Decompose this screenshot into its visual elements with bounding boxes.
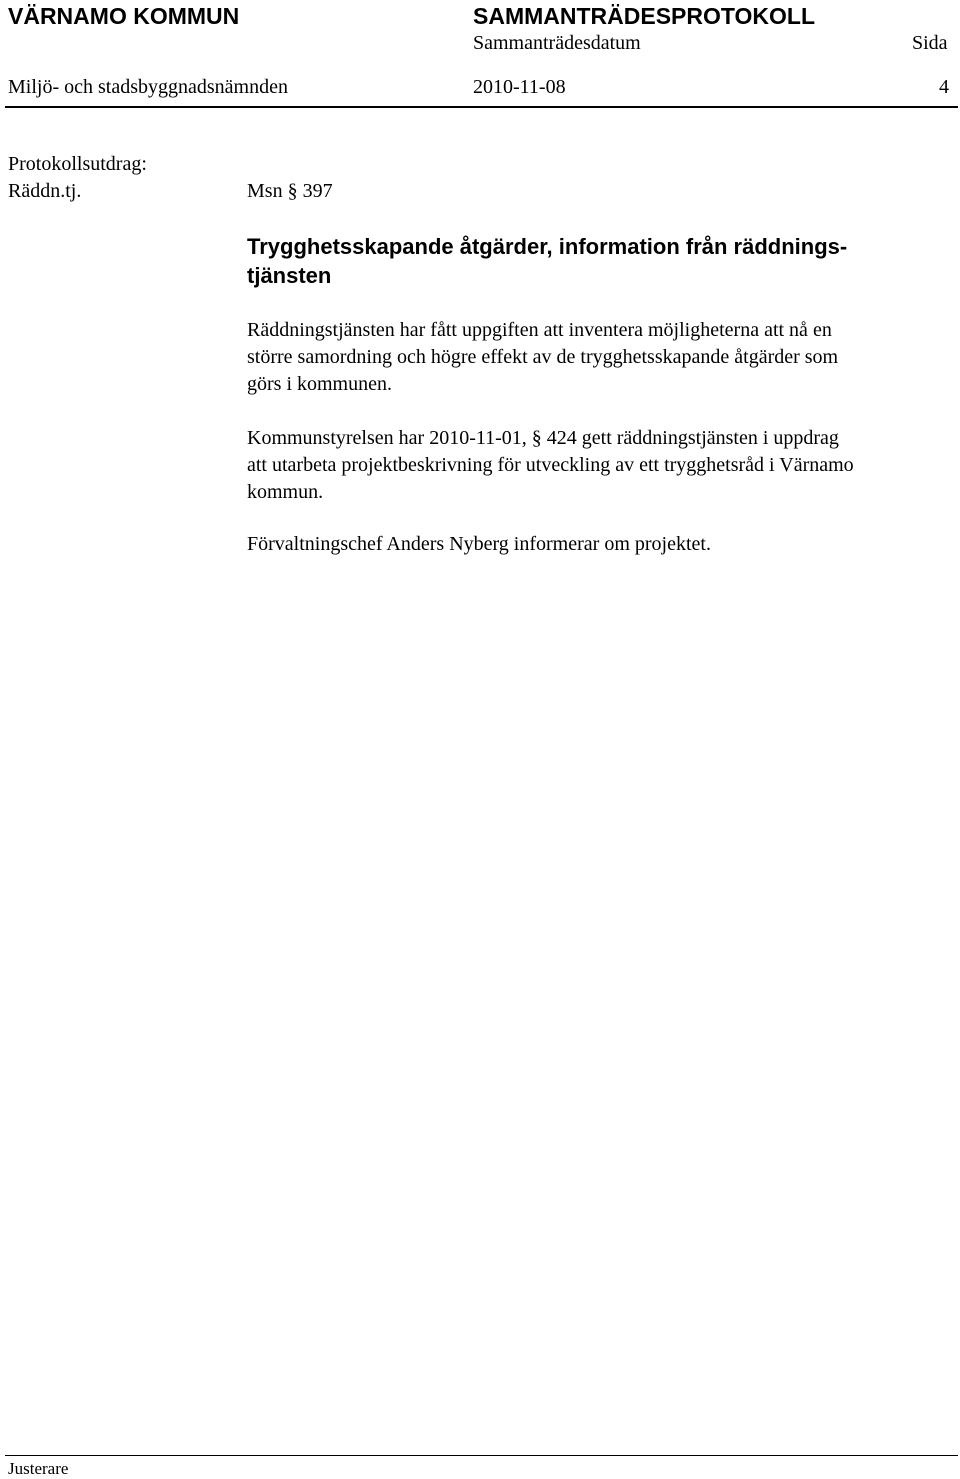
text-line: att utarbeta projektbeskrivning för utveckling av ett trygghetsråd i Värnamo [247, 454, 854, 476]
paragraph-assignment [247, 317, 838, 398]
item-title-line: tjänsten [247, 263, 332, 288]
extract-recipient: Räddn.tj. [8, 180, 82, 202]
header-divider [5, 106, 958, 108]
text-line: görs i kommunen. [247, 373, 392, 395]
text-line: kommun. [247, 481, 324, 503]
page-label: Sida [912, 32, 948, 54]
text-line: Räddningstjänsten har fått uppgiften att inventera möjligheterna att nå en [247, 319, 832, 341]
page-number: 4 [939, 76, 949, 98]
item-title [247, 232, 847, 290]
committee-name: Miljö- och stadsbyggnadsnämnden [8, 76, 288, 98]
document-type: SAMMANTRÄDESPROTOKOLL [473, 3, 816, 29]
municipality-name: VÄRNAMO KOMMUN [8, 3, 240, 29]
paragraph-information: Förvaltningschef Anders Nyberg informerar om projektet. [247, 533, 711, 555]
adjuster-label: Justerare [8, 1459, 69, 1478]
meeting-date-label: Sammanträdesdatum [473, 32, 641, 54]
paragraph-decision [247, 425, 854, 506]
footer-divider [5, 1455, 958, 1456]
item-title-line: Trygghetsskapande åtgärder, information från räddnings- [247, 234, 848, 259]
text-line: Kommunstyrelsen har 2010-11-01, § 424 gett räddningstjänsten i uppdrag [247, 427, 839, 449]
extract-label: Protokollsutdrag: [8, 153, 147, 175]
meeting-date: 2010-11-08 [473, 76, 566, 98]
text-line: större samordning och högre effekt av de trygghetsskapande åtgärder som [247, 346, 839, 368]
paragraph-reference: Msn § 397 [247, 180, 333, 202]
